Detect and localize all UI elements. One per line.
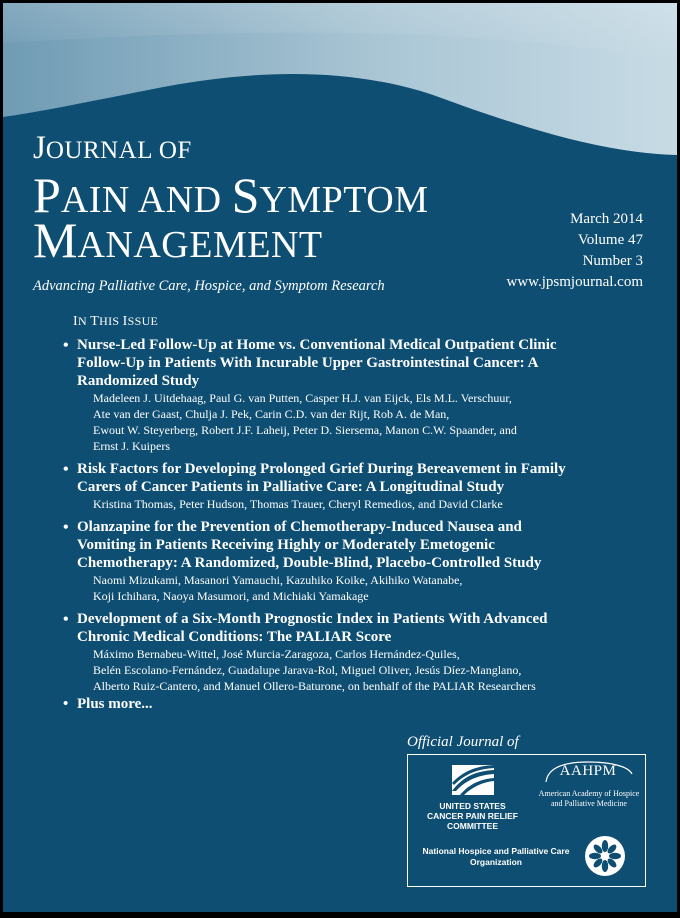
- bullet: •: [63, 519, 69, 536]
- bullet: •: [63, 611, 69, 628]
- aahpm-name: AAHPM: [559, 763, 617, 779]
- nhpco-name: National Hospice and Palliative Care Organization: [422, 846, 570, 867]
- issue-volume: Volume 47: [577, 232, 643, 248]
- official-journal-label: Official Journal of: [407, 734, 519, 750]
- article-item: [63, 460, 673, 512]
- article-authors: Madeleen J. Uitdehaag, Paul G. van Putten, Casper H.J. van Eijck, Els M.L. Verschuur, Ate van der Gaast, Chulja J. Pek, Carin C.D. van der Rijt, Rob A. de Man, Ewout W. Steyerberg, Robert J.F. Laheij, Peter D. Siersema, Manon C.W. Spaander, and Ernst J. Kuipers: [93, 391, 517, 453]
- article-title: Olanzapine for the Prevention of Chemotherapy-Induced Nausea and Vomiting in Patients Receiving Highly or Moderately Emetogenic Chemotherapy: A Randomized, Double-Blind, Placebo-Controlled Study: [77, 519, 542, 571]
- aahpm-logo: [538, 763, 638, 780]
- article-authors: Naomi Mizukami, Masanori Yamauchi, Kazuhiko Koike, Akihiko Watanabe, Koji Ichihara, Naoya Masumori, and Michiaki Yamakage: [93, 573, 463, 603]
- nhpco-flower-icon: [584, 835, 626, 877]
- article-authors: Kristina Thomas, Peter Hudson, Thomas Trauer, Cheryl Remedios, and David Clarke: [93, 497, 503, 511]
- affiliations-box: [407, 754, 646, 887]
- article-title: Development of a Six-Month Prognostic Index in Patients With Advanced Chronic Medical Conditions: The PALIAR Score: [77, 611, 548, 645]
- uscprc-emblem-icon: [450, 761, 496, 799]
- aahpm-arc-icon: [538, 760, 638, 786]
- journal-tagline: Advancing Palliative Care, Hospice, and Symptom Research: [33, 278, 385, 294]
- uscprc-logo: [420, 761, 525, 831]
- article-authors: Máximo Bernabeu-Wittel, José Murcia-Zaragoza, Carlos Hernández-Quiles, Belén Escolano-Fernández, Guadalupe Jarava-Rol, Miguel Oliver, Jesús Díez-Manglano, Alberto Ruiz-Cantero, and Manuel Ollero-Baturone, on benhalf of the PALIAR Researchers: [93, 647, 536, 693]
- uscprc-line-2: CANCER PAIN RELIEF: [427, 811, 518, 821]
- bullet: •: [63, 696, 69, 712]
- plus-more: [63, 696, 153, 713]
- issue-date: March 2014: [570, 211, 643, 227]
- journal-title-line-2: PAIN AND SYMPTOM: [33, 167, 429, 223]
- journal-title-line-1: JOURNAL OF: [33, 130, 192, 166]
- aahpm-full-name: American Academy of Hospice and Palliative Medicine: [538, 789, 640, 808]
- issue-info: [506, 209, 643, 293]
- article-title: Risk Factors for Developing Prolonged Grief During Bereavement in Family Carers of Cancer Patients in Palliative Care: A Longitudinal Study: [77, 461, 566, 495]
- article-list: [63, 336, 673, 700]
- uscprc-line-1: UNITED STATES: [439, 801, 506, 811]
- journal-cover: [3, 3, 677, 912]
- in-this-issue-heading: IN THIS ISSUE: [73, 314, 159, 329]
- plus-more-label: Plus more...: [77, 696, 153, 712]
- uscprc-line-3: COMMITTEE: [447, 821, 498, 831]
- article-title: Nurse-Led Follow-Up at Home vs. Conventional Medical Outpatient Clinic Follow-Up in Patients With Incurable Upper Gastrointestinal Cancer: A Randomized Study: [77, 337, 557, 389]
- journal-website: www.jpsmjournal.com: [506, 274, 643, 290]
- article-item: [63, 336, 673, 454]
- article-item: [63, 610, 673, 694]
- issue-number: Number 3: [582, 253, 643, 269]
- article-item: [63, 518, 673, 604]
- bullet: •: [63, 461, 69, 478]
- journal-title-line-3: MANAGEMENT: [33, 212, 323, 268]
- bullet: •: [63, 337, 69, 354]
